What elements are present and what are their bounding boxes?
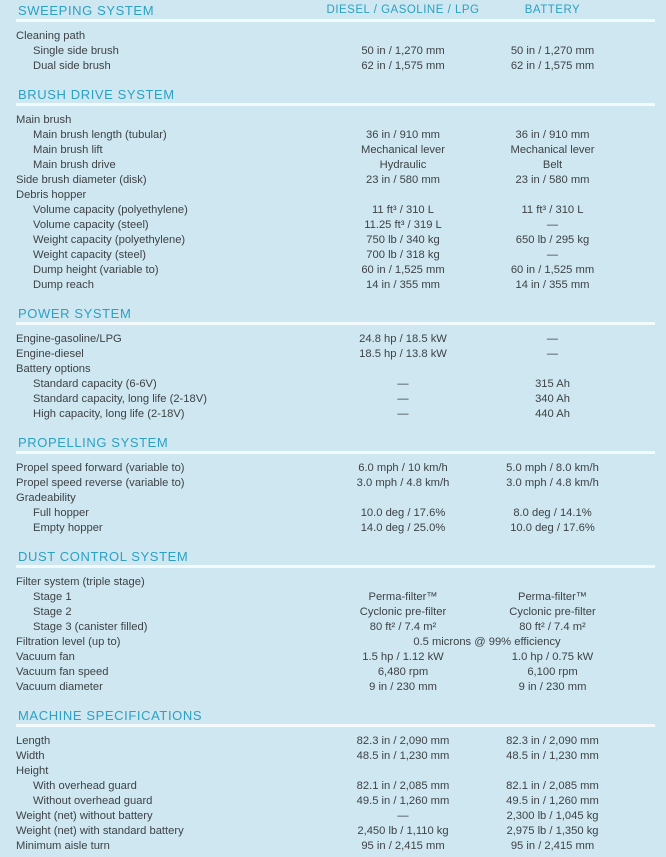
spec-value-diesel: 14.0 deg / 25.0% <box>360 522 446 534</box>
spec-value-battery: 315 Ah <box>535 378 570 390</box>
spec-label: Dump reach <box>33 279 94 291</box>
spec-value-battery: 82.1 in / 2,085 mm <box>506 780 599 792</box>
spec-row <box>0 362 666 377</box>
spec-label: Height <box>16 765 49 777</box>
section-header <box>0 709 666 722</box>
spec-label: Debris hopper <box>16 189 87 201</box>
spec-rows <box>0 106 666 293</box>
spec-label: Main brush length (tubular) <box>33 129 167 141</box>
spec-row <box>0 734 666 749</box>
spec-value-diesel: 11 ft³ / 310 L <box>372 204 434 216</box>
spec-value-battery: 2,975 lb / 1,350 kg <box>506 825 599 837</box>
spec-row <box>0 158 666 173</box>
spec-value-diesel: 1.5 hp / 1.12 kW <box>362 651 444 663</box>
spec-label: High capacity, long life (2-18V) <box>33 408 185 420</box>
spec-value-battery: 3.0 mph / 4.8 km/h <box>506 477 599 489</box>
spec-row <box>0 29 666 44</box>
spec-rows <box>0 454 666 536</box>
spec-value-battery: 1.0 hp / 0.75 kW <box>511 651 594 663</box>
spec-value-battery: 6,100 rpm <box>527 666 578 678</box>
spec-label: Weight (net) without battery <box>16 810 153 822</box>
spec-label: Stage 2 <box>33 606 72 618</box>
spec-value-battery: 48.5 in / 1,230 mm <box>506 750 599 762</box>
spec-value-diesel: — <box>397 810 409 822</box>
spec-label: Main brush <box>16 114 72 126</box>
spec-value-diesel: 62 in / 1,575 mm <box>361 60 445 72</box>
spec-value-diesel: 700 lb / 318 kg <box>366 249 440 261</box>
spec-value-battery: — <box>546 249 559 261</box>
spec-value-battery: 340 Ah <box>535 393 570 405</box>
spec-value-diesel: 3.0 mph / 4.8 km/h <box>356 477 450 489</box>
spec-label: Weight (net) with standard battery <box>16 825 184 837</box>
spec-label: Propel speed reverse (variable to) <box>16 477 185 489</box>
spec-value-diesel: 10.0 deg / 17.6% <box>360 507 446 519</box>
spec-value-diesel: — <box>397 393 409 405</box>
spec-value-diesel: 14 in / 355 mm <box>366 279 440 291</box>
spec-row <box>0 521 666 536</box>
spec-value-battery: 440 Ah <box>535 408 570 420</box>
spec-section <box>0 695 666 854</box>
spec-label: Volume capacity (polyethylene) <box>33 204 188 216</box>
spec-label: Weight capacity (polyethylene) <box>33 234 186 246</box>
spec-rows <box>0 325 666 422</box>
spec-value-battery: 11 ft³ / 310 L <box>521 204 584 216</box>
column-header-diesel: DIESEL / GASOLINE / LPG <box>326 4 480 16</box>
spec-label: Vacuum fan <box>16 651 75 663</box>
spec-value-diesel: 24.8 hp / 18.5 kW <box>359 333 447 345</box>
spec-label: Empty hopper <box>33 522 103 534</box>
spec-label: Width <box>16 750 45 762</box>
section-title: POWER SYSTEM <box>18 306 132 321</box>
spec-row <box>0 173 666 188</box>
section-header <box>0 4 666 17</box>
spec-value-diesel: 80 ft² / 7.4 m² <box>369 621 437 633</box>
spec-value-diesel: 2,450 lb / 1,110 kg <box>357 825 449 837</box>
spec-value-battery: 10.0 deg / 17.6% <box>510 522 595 534</box>
spec-rows <box>0 727 666 854</box>
spec-value-diesel: 82.3 in / 2,090 mm <box>356 735 450 747</box>
spec-row <box>0 44 666 59</box>
spec-row <box>0 59 666 74</box>
spec-value-battery: 2,300 lb / 1,045 kg <box>506 810 599 822</box>
spec-value-diesel: 9 in / 230 mm <box>369 681 437 693</box>
spec-label: Gradeability <box>16 492 76 504</box>
spec-row <box>0 377 666 392</box>
spec-value-diesel: 6,480 rpm <box>377 666 429 678</box>
spec-label: Cleaning path <box>16 30 86 42</box>
spec-row <box>0 575 666 590</box>
spec-row <box>0 278 666 293</box>
spec-value-battery: 60 in / 1,525 mm <box>510 264 595 276</box>
spec-value-diesel: 36 in / 910 mm <box>366 129 440 141</box>
spec-row <box>0 605 666 620</box>
spec-label: Stage 1 <box>33 591 72 603</box>
spec-label: Stage 3 (canister filled) <box>33 621 148 633</box>
spec-value-diesel: Cyclonic pre-filter <box>359 606 447 618</box>
section-title: DUST CONTROL SYSTEM <box>18 549 189 564</box>
spec-label: Dual side brush <box>33 60 111 72</box>
spec-row <box>0 461 666 476</box>
spec-value-diesel: — <box>397 378 409 390</box>
spec-label: Standard capacity (6-6V) <box>33 378 157 390</box>
spec-value-diesel: 6.0 mph / 10 km/h <box>358 462 448 474</box>
spec-value-battery: 80 ft² / 7.4 m² <box>519 621 586 633</box>
spec-row <box>0 764 666 779</box>
spec-value-diesel: 18.5 hp / 13.8 kW <box>359 348 447 360</box>
spec-value-battery: 8.0 deg / 14.1% <box>513 507 592 519</box>
spec-row <box>0 839 666 854</box>
spec-row <box>0 680 666 695</box>
spec-row <box>0 491 666 506</box>
spec-value-diesel: 82.1 in / 2,085 mm <box>356 780 450 792</box>
spec-label: Vacuum fan speed <box>16 666 109 678</box>
spec-row <box>0 665 666 680</box>
spec-section <box>0 0 666 74</box>
spec-row <box>0 650 666 665</box>
spec-value-battery: 36 in / 910 mm <box>515 129 590 141</box>
spec-value-battery: 23 in / 580 mm <box>515 174 590 186</box>
spec-value-diesel: Perma-filter™ <box>368 591 438 603</box>
spec-row <box>0 233 666 248</box>
spec-label: Propel speed forward (variable to) <box>16 462 185 474</box>
spec-label: Minimum aisle turn <box>16 840 110 852</box>
spec-value-diesel: 11.25 ft³ / 319 L <box>364 219 442 231</box>
spec-value-diesel: — <box>397 408 409 420</box>
spec-label: Filter system (triple stage) <box>16 576 145 588</box>
spec-value-diesel: 49.5 in / 1,260 mm <box>356 795 450 807</box>
spec-row <box>0 749 666 764</box>
spec-row <box>0 590 666 605</box>
spec-row <box>0 203 666 218</box>
spec-value-diesel: Hydraulic <box>379 159 427 171</box>
spec-value-battery: Belt <box>542 159 563 171</box>
spec-row <box>0 620 666 635</box>
spec-row <box>0 248 666 263</box>
spec-label: Main brush drive <box>33 159 116 171</box>
section-title: PROPELLING SYSTEM <box>18 435 169 450</box>
spec-value-battery: 82.3 in / 2,090 mm <box>506 735 599 747</box>
spec-value-diesel: 750 lb / 340 kg <box>366 234 440 246</box>
spec-label: Full hopper <box>33 507 89 519</box>
spec-row <box>0 188 666 203</box>
spec-label: Single side brush <box>33 45 119 57</box>
spec-label: Standard capacity, long life (2-18V) <box>33 393 207 405</box>
spec-value-battery: 50 in / 1,270 mm <box>510 45 595 57</box>
spec-row <box>0 635 666 650</box>
spec-row <box>0 794 666 809</box>
spec-rows <box>0 22 666 74</box>
spec-value-battery: — <box>546 348 559 360</box>
spec-row <box>0 779 666 794</box>
spec-section <box>0 74 666 293</box>
spec-row <box>0 128 666 143</box>
spec-section <box>0 536 666 695</box>
spec-row <box>0 476 666 491</box>
spec-row <box>0 506 666 521</box>
spec-value-diesel: 60 in / 1,525 mm <box>361 264 445 276</box>
section-header <box>0 307 666 320</box>
spec-label: Weight capacity (steel) <box>33 249 146 261</box>
spec-section <box>0 422 666 536</box>
spec-section <box>0 293 666 422</box>
column-header-battery: BATTERY <box>524 4 581 16</box>
spec-label: Side brush diameter (disk) <box>16 174 147 186</box>
spec-row <box>0 347 666 362</box>
spec-value-battery: Perma-filter™ <box>518 591 587 603</box>
spec-value-battery: 95 in / 2,415 mm <box>510 840 595 852</box>
spec-label: Without overhead guard <box>33 795 153 807</box>
spec-value-battery: 5.0 mph / 8.0 km/h <box>506 462 599 474</box>
spec-value-diesel: 95 in / 2,415 mm <box>361 840 445 852</box>
spec-value-span: 0.5 microns @ 99% efficiency <box>413 636 561 648</box>
spec-value-diesel: 23 in / 580 mm <box>366 174 440 186</box>
section-title: BRUSH DRIVE SYSTEM <box>18 87 175 102</box>
spec-row <box>0 332 666 347</box>
spec-row <box>0 263 666 278</box>
spec-value-battery: 14 in / 355 mm <box>515 279 590 291</box>
spec-value-battery: Mechanical lever <box>510 144 595 156</box>
spec-label: Vacuum diameter <box>16 681 103 693</box>
spec-value-battery: — <box>546 333 559 345</box>
spec-label: Filtration level (up to) <box>16 636 121 648</box>
spec-value-battery: Cyclonic pre-filter <box>509 606 596 618</box>
spec-label: Dump height (variable to) <box>33 264 159 276</box>
section-title: SWEEPING SYSTEM <box>18 3 155 18</box>
spec-row <box>0 407 666 422</box>
spec-value-diesel: 48.5 in / 1,230 mm <box>356 750 450 762</box>
spec-value-diesel: Mechanical lever <box>361 144 445 156</box>
spec-label: Engine-diesel <box>16 348 84 360</box>
spec-value-battery: 49.5 in / 1,260 mm <box>506 795 599 807</box>
spec-rows <box>0 568 666 695</box>
spec-row <box>0 824 666 839</box>
spec-label: With overhead guard <box>33 780 137 792</box>
section-title: MACHINE SPECIFICATIONS <box>18 708 203 723</box>
spec-label: Battery options <box>16 363 91 375</box>
spec-row <box>0 143 666 158</box>
spec-value-battery: 62 in / 1,575 mm <box>510 60 595 72</box>
spec-label: Volume capacity (steel) <box>33 219 149 231</box>
spec-value-battery: 9 in / 230 mm <box>518 681 587 693</box>
spec-label: Main brush lift <box>33 144 103 156</box>
spec-row <box>0 392 666 407</box>
spec-value-diesel: 50 in / 1,270 mm <box>361 45 445 57</box>
spec-row <box>0 218 666 233</box>
spec-row <box>0 113 666 128</box>
section-header <box>0 436 666 449</box>
spec-label: Length <box>16 735 51 747</box>
spec-value-battery: — <box>546 219 559 231</box>
spec-value-battery: 650 lb / 295 kg <box>515 234 590 246</box>
section-header <box>0 88 666 101</box>
section-header <box>0 550 666 563</box>
spec-row <box>0 809 666 824</box>
spec-label: Engine-gasoline/LPG <box>16 333 122 345</box>
